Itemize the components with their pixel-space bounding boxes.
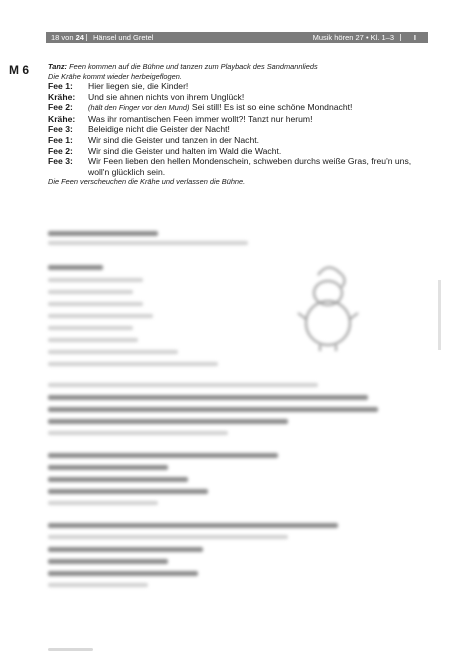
dialogue-line (48, 92, 430, 103)
dialogue-line (48, 124, 430, 135)
line-text: Wir Feen lieben den hellen Mondenschein, schweben durchs weiße Gras, freu'n uns, woll'n glücklich sein. (88, 156, 412, 177)
blurred-line (48, 407, 378, 412)
blurred-line (48, 302, 143, 306)
blurred-line (48, 489, 208, 494)
side-credit (438, 280, 441, 350)
stage-direction-text: Feen kommen auf die Bühne und tanzen zum Playback des Sandmannlieds (67, 62, 318, 71)
dialogue-line (48, 114, 430, 125)
blurred-line (48, 559, 168, 564)
series-info: Musik hören 27 • Kl. 1–3 (312, 33, 394, 42)
line-text: Wir sind die Geister und tanzen in der Nacht. (88, 134, 260, 145)
line-text: Wir sind die Geister und halten im Wald die Wacht. (88, 145, 282, 156)
blurred-line (48, 419, 288, 424)
blurred-heading (48, 231, 158, 236)
blurred-line (48, 571, 198, 576)
stage-direction-exit: Die Feen verscheuchen die Krähe und verlassen die Bühne. (48, 177, 246, 187)
speaker: Krähe: (48, 91, 76, 102)
blurred-line (48, 383, 318, 387)
blurred-preview-region (48, 223, 430, 643)
blurred-line (48, 338, 138, 342)
blurred-line (48, 290, 133, 294)
dialogue-line (48, 81, 430, 92)
line-aside: (hält den Finger vor den Mund) (88, 103, 190, 113)
blurred-line (48, 453, 278, 458)
line-text: Beleidige nicht die Geister der Nacht! (88, 124, 230, 135)
stage-direction-crow: Die Krähe kommt wieder herbeigeflogen. (48, 71, 182, 81)
material-label: M 6 (9, 63, 30, 77)
dialogue-line (48, 102, 430, 114)
blurred-line (48, 547, 203, 552)
line-text (88, 102, 430, 114)
line-text: Hier liegen sie, die Kinder! (88, 81, 189, 91)
document-title: Hänsel und Gretel (93, 33, 154, 42)
page-total: 24 (75, 33, 84, 42)
blurred-line (48, 465, 168, 470)
speaker: Fee 1: (48, 81, 73, 91)
section-mark: I (413, 33, 416, 42)
blurred-line (48, 278, 143, 282)
blurred-line (48, 431, 228, 435)
dialogue-line (48, 156, 430, 177)
line-text: Was ihr romantischen Feen immer wollt?! Tanzt nur herum! (88, 113, 313, 124)
speaker: Fee 1: (48, 134, 73, 145)
stage-direction-dance (48, 62, 430, 72)
line-text-main: Sei still! Es ist so eine schöne Mondnacht! (189, 102, 353, 113)
blurred-heading (48, 523, 338, 528)
blurred-line (48, 395, 368, 400)
header-divider-right (400, 34, 401, 41)
blurred-line (48, 241, 248, 245)
stage-direction-lead: Tanz: (48, 62, 68, 71)
blurred-line (48, 362, 218, 366)
speaker: Krähe: (48, 113, 76, 124)
blurred-illustration (296, 261, 360, 353)
blurred-line (48, 326, 133, 330)
speaker: Fee 3: (48, 124, 73, 135)
speaker: Fee 2: (48, 102, 73, 113)
header-divider (86, 34, 87, 41)
blurred-line (48, 501, 158, 505)
speaker: Fee 3: (48, 156, 73, 167)
blurred-line (48, 477, 188, 482)
footer-note (48, 648, 93, 651)
line-text: Und sie ahnen nichts von ihrem Unglück! (88, 91, 245, 102)
page-number (51, 32, 84, 43)
dialogue-line (48, 135, 430, 146)
script-content (48, 62, 430, 187)
page-header (46, 32, 428, 43)
blurred-line (48, 583, 148, 587)
blurred-heading (48, 265, 103, 270)
blurred-line (48, 535, 288, 539)
blurred-line (48, 350, 178, 354)
blurred-line (48, 314, 153, 318)
page-prefix: 18 von (51, 33, 74, 42)
speaker: Fee 2: (48, 145, 73, 156)
dialogue-line (48, 146, 430, 157)
